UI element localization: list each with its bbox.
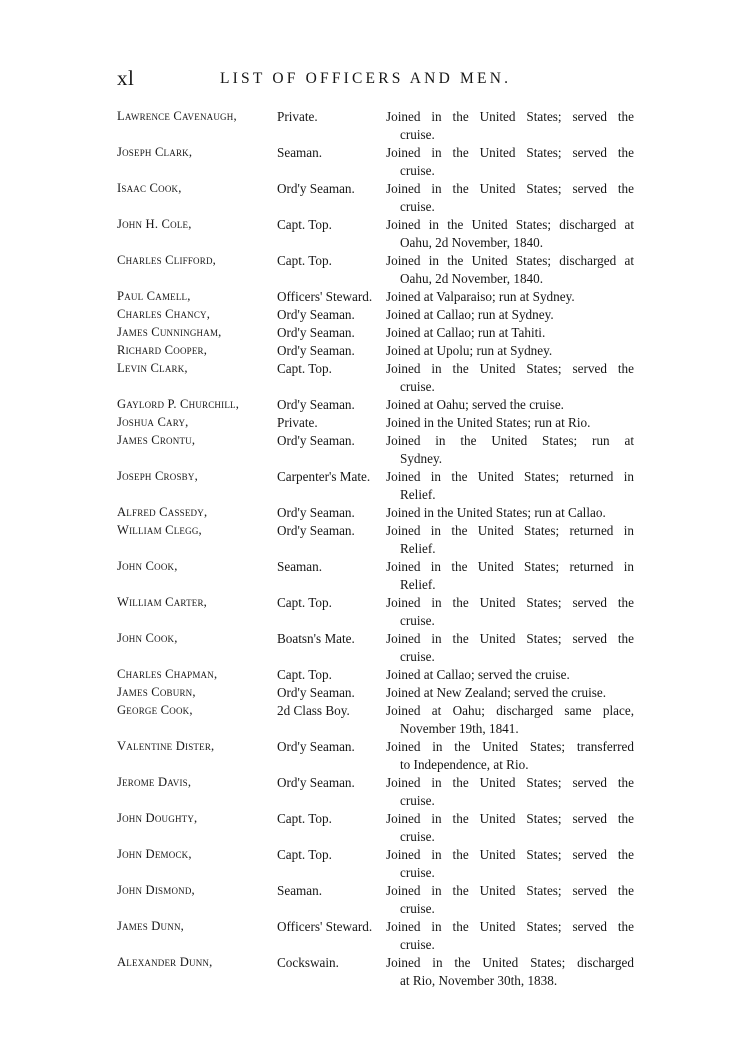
crew-rank: Private. <box>277 415 318 430</box>
remark-line: Joined at Callao; run at Tahiti. <box>386 325 546 340</box>
crew-rank: Boatsn's Mate. <box>277 631 355 646</box>
crew-remark <box>386 432 634 467</box>
crew-name: Charles Chapman, <box>117 667 218 681</box>
crew-name: James Crontu, <box>117 433 196 447</box>
remark-line: Joined in the United States; served the <box>386 595 634 610</box>
page-header <box>117 66 637 92</box>
remark-line: Joined in the United States; served the <box>386 883 634 898</box>
remark-line: Joined in the United States; transferred <box>386 739 634 754</box>
crew-rank: Ord'y Seaman. <box>277 325 355 340</box>
remark-line: Joined in the United States; served the <box>386 145 634 160</box>
remark-line: Joined in the United States; run at Callao. <box>386 505 606 520</box>
crew-name: John Dismond, <box>117 883 195 897</box>
remark-line: Joined in the United States; served the <box>386 775 634 790</box>
crew-name: John Doughty, <box>117 811 198 825</box>
crew-remark <box>386 252 634 287</box>
crew-name: Joshua Cary, <box>117 415 189 429</box>
crew-remark <box>386 108 634 143</box>
remark-continuation: cruise. <box>400 648 435 664</box>
crew-remark <box>386 324 634 342</box>
crew-rank: Cockswain. <box>277 955 339 970</box>
crew-name: Valentine Dister, <box>117 739 215 753</box>
crew-rank: Capt. Top. <box>277 595 332 610</box>
crew-rank: Seaman. <box>277 559 323 574</box>
crew-rank: Seaman. <box>277 883 323 898</box>
crew-name: Gaylord P. Churchill, <box>117 397 240 411</box>
remark-continuation: Oahu, 2d November, 1840. <box>400 270 544 286</box>
crew-remark <box>386 342 634 360</box>
crew-remark <box>386 414 634 432</box>
crew-rank: Ord'y Seaman. <box>277 181 355 196</box>
crew-name: James Cunningham, <box>117 325 222 339</box>
remark-continuation: cruise. <box>400 864 435 880</box>
crew-rank: Capt. Top. <box>277 361 332 376</box>
crew-name: Paul Camell, <box>117 289 191 303</box>
remark-line: Joined at Upolu; run at Sydney. <box>386 343 553 358</box>
remark-line: Joined in the United States; served the <box>386 361 634 376</box>
crew-name: John Cook, <box>117 631 178 645</box>
remark-continuation: cruise. <box>400 162 435 178</box>
remark-line: Joined in the United States; discharged at <box>386 217 634 232</box>
remark-line: Joined at New Zealand; served the cruise. <box>386 685 607 700</box>
crew-rank: Ord'y Seaman. <box>277 685 355 700</box>
crew-name: Joseph Clark, <box>117 145 193 159</box>
crew-remark <box>386 468 634 503</box>
crew-remark <box>386 216 634 251</box>
crew-rank: Capt. Top. <box>277 667 332 682</box>
crew-name: Isaac Cook, <box>117 181 182 195</box>
crew-remark <box>386 738 634 773</box>
page-title: LIST OF OFFICERS AND MEN. <box>220 70 512 87</box>
crew-remark <box>386 504 634 522</box>
crew-rank: Ord'y Seaman. <box>277 307 355 322</box>
crew-rank: Seaman. <box>277 145 323 160</box>
page-number: xl <box>117 66 135 90</box>
remark-line: Joined in the United States; returned in <box>386 469 634 484</box>
crew-remark <box>386 954 634 989</box>
crew-remark <box>386 666 634 684</box>
crew-remark <box>386 522 634 557</box>
crew-name: John Cook, <box>117 559 178 573</box>
remark-line: Joined at Oahu; served the cruise. <box>386 397 564 412</box>
remark-continuation: November 19th, 1841. <box>400 720 519 736</box>
crew-name: Charles Clifford, <box>117 253 217 267</box>
remark-line: Joined at Callao; run at Sydney. <box>386 307 554 322</box>
remark-continuation: Relief. <box>400 576 436 592</box>
remark-continuation: cruise. <box>400 936 435 952</box>
crew-name: James Coburn, <box>117 685 196 699</box>
crew-remark <box>386 396 634 414</box>
remark-continuation: cruise. <box>400 900 435 916</box>
remark-continuation: at Rio, November 30th, 1838. <box>400 972 558 988</box>
crew-rank: Capt. Top. <box>277 847 332 862</box>
crew-remark <box>386 846 634 881</box>
crew-remark <box>386 810 634 845</box>
crew-name: Charles Chancy, <box>117 307 211 321</box>
remark-line: Joined in the United States; served the <box>386 847 634 862</box>
crew-name: Alexander Dunn, <box>117 955 213 969</box>
crew-remark <box>386 774 634 809</box>
crew-name: Joseph Crosby, <box>117 469 198 483</box>
remark-continuation: cruise. <box>400 378 435 394</box>
remark-line: Joined in the United States; run at Rio. <box>386 415 591 430</box>
remark-continuation: Oahu, 2d November, 1840. <box>400 234 544 250</box>
remark-continuation: Sydney. <box>400 450 443 466</box>
crew-name: George Cook, <box>117 703 193 717</box>
remark-continuation: Relief. <box>400 486 436 502</box>
remark-line: Joined in the United States; returned in <box>386 523 634 538</box>
crew-remark <box>386 180 634 215</box>
crew-remark <box>386 558 634 593</box>
crew-remark <box>386 882 634 917</box>
crew-rank: Ord'y Seaman. <box>277 739 355 754</box>
crew-remark <box>386 918 634 953</box>
remark-line: Joined in the United States; served the <box>386 919 634 934</box>
crew-rank: Ord'y Seaman. <box>277 343 355 358</box>
crew-rank: Carpenter's Mate. <box>277 469 371 484</box>
crew-rank: Capt. Top. <box>277 253 332 268</box>
remark-line: Joined in the United States; run at <box>386 433 634 448</box>
remark-continuation: to Independence, at Rio. <box>400 756 529 772</box>
remark-continuation: cruise. <box>400 126 435 142</box>
remark-line: Joined in the United States; served the <box>386 109 634 124</box>
remark-continuation: cruise. <box>400 792 435 808</box>
crew-name: William Clegg, <box>117 523 202 537</box>
crew-remark <box>386 630 634 665</box>
crew-name: Richard Cooper, <box>117 343 208 357</box>
crew-name: William Carter, <box>117 595 208 609</box>
crew-rank: 2d Class Boy. <box>277 703 350 718</box>
remark-continuation: cruise. <box>400 198 435 214</box>
crew-rank: Ord'y Seaman. <box>277 397 355 412</box>
remark-line: Joined in the United States; discharged <box>386 955 634 970</box>
crew-remark <box>386 144 634 179</box>
crew-name: Lawrence Cavenaugh, <box>117 109 237 123</box>
remark-line: Joined in the United States; served the <box>386 631 634 646</box>
crew-rank: Ord'y Seaman. <box>277 505 355 520</box>
crew-name: Jerome Davis, <box>117 775 192 789</box>
crew-name: Levin Clark, <box>117 361 188 375</box>
remark-continuation: cruise. <box>400 828 435 844</box>
crew-name: John H. Cole, <box>117 217 192 231</box>
crew-remark <box>386 684 634 702</box>
remark-line: Joined in the United States; returned in <box>386 559 634 574</box>
crew-name: John Demock, <box>117 847 192 861</box>
crew-rank: Ord'y Seaman. <box>277 433 355 448</box>
crew-rank: Private. <box>277 109 318 124</box>
crew-rank: Ord'y Seaman. <box>277 775 355 790</box>
remark-line: Joined at Valparaiso; run at Sydney. <box>386 289 575 304</box>
crew-rank: Ord'y Seaman. <box>277 523 355 538</box>
crew-rank: Officers' Steward. <box>277 289 373 304</box>
remark-continuation: cruise. <box>400 612 435 628</box>
remark-line: Joined in the United States; served the <box>386 811 634 826</box>
crew-rank: Officers' Steward. <box>277 919 373 934</box>
remark-line: Joined in the United States; discharged at <box>386 253 634 268</box>
crew-remark <box>386 306 634 324</box>
crew-name: James Dunn, <box>117 919 184 933</box>
crew-remark <box>386 702 634 737</box>
crew-remark <box>386 594 634 629</box>
crew-rank: Capt. Top. <box>277 217 332 232</box>
crew-remark <box>386 360 634 395</box>
remark-continuation: Relief. <box>400 540 436 556</box>
remark-line: Joined at Callao; served the cruise. <box>386 667 570 682</box>
remark-line: Joined in the United States; served the <box>386 181 634 196</box>
crew-name: Alfred Cassedy, <box>117 505 208 519</box>
crew-rank: Capt. Top. <box>277 811 332 826</box>
remark-line: Joined at Oahu; discharged same place, <box>386 703 634 718</box>
crew-remark <box>386 288 634 306</box>
